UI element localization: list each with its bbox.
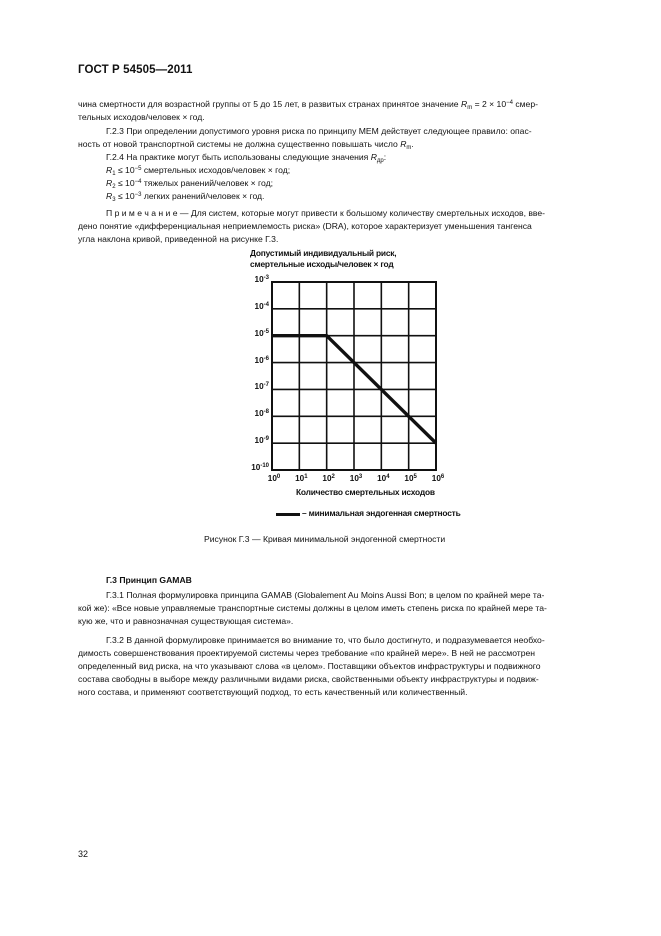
y-tick-label: $10^{-6}$ <box>254 355 269 365</box>
item-pre: ≤ 10 <box>115 191 135 201</box>
chart-title-line-2: смертельные исходы/человек × год <box>250 259 394 269</box>
r-subscript: 1 <box>112 171 116 177</box>
g32-line-1: Г.3.2 В данной формулировке принимается во внимание то, что было достигнуто, и подразумевается необхо- <box>106 635 545 645</box>
g31-line-3: кую же, что и равнозначная существующая система». <box>78 616 294 626</box>
item-pre: ≤ 10 <box>115 165 135 175</box>
r-symbol: R <box>370 152 377 162</box>
chart-title-line-1: Допустимый индивидуальный риск, <box>250 248 397 258</box>
g32-line-2: димость совершенствования проектируемой системы через требование «по крайней мере». В ней не рассмотрен <box>78 648 536 658</box>
item-exponent: −3 <box>134 192 142 198</box>
r-subscript: m <box>406 145 412 151</box>
g23-text-a: ность от новой транспортной системы не должна существенно повышать число <box>78 139 401 149</box>
x-tick-label: $10^1$ <box>295 474 308 483</box>
r-symbol: R <box>106 165 113 175</box>
r-symbol: R <box>106 178 113 188</box>
r-subscript: 2 <box>112 184 116 190</box>
document-header: ГОСТ Р 54505—2011 <box>78 64 193 76</box>
g31-line-2: кой же): «Все новые управляемые транспортные системы должны в целом иметь степень риска по крайней мере та- <box>78 603 547 613</box>
item-exponent: −4 <box>134 179 142 185</box>
y-tick-label: $10^{-8}$ <box>254 409 269 419</box>
x-tick-label: $10^6$ <box>431 474 445 483</box>
intro-line-2: тельных исходов/человек × год. <box>78 112 205 122</box>
legend-line-swatch <box>276 513 300 516</box>
y-tick-label: $10^{-3}$ <box>254 275 269 284</box>
x-tick-label: $10^3$ <box>349 474 363 483</box>
item-post: смертельных исходов/человек × год; <box>141 165 291 175</box>
x-tick-label: $10^5$ <box>404 474 417 483</box>
note-line-3: угла наклона кривой, приведенной на рисунке Г.3. <box>78 234 279 244</box>
r-symbol: R <box>106 191 113 201</box>
g32-line-3: определенный вид риска, на что указывают слова «в целом». Поставщики объектов инфраструктуры и подвижного <box>78 661 541 671</box>
g32-line-5: ного состава, и применяют соответствующий подход, то есть качественный или количественный. <box>78 687 468 697</box>
x-tick-label: $10^0$ <box>267 474 281 483</box>
y-tick-label: $10^{-5}$ <box>254 328 269 338</box>
g23-line-1: Г.2.3 При определении допустимого уровня риска по принципу MEM действует следующее правило: опас- <box>106 126 532 136</box>
r-symbol: R <box>400 139 407 149</box>
intro-text-a: чина смертности для возрастной группы от 5 до 15 лет, в развитых странах принятое значение <box>78 99 461 109</box>
y-tick-label: $10^{-9}$ <box>254 436 269 446</box>
x-tick-label: $10^2$ <box>322 474 335 483</box>
item-pre: ≤ 10 <box>115 178 135 188</box>
intro-text-b: = 2 × 10 <box>472 99 507 109</box>
item-post: легких ранений/человек × год. <box>141 191 265 201</box>
note-line-2: дено понятие «дифференциальная неприемлемость риска» (DRA), которое характеризует уменьшения тангенса <box>78 221 532 231</box>
y-tick-label: $10^{-4}$ <box>254 301 269 311</box>
g31-line-1: Г.3.1 Полная формулировка принципа GAMAB (Globalement Au Moins Aussi Bon; в целом по крайней мере та- <box>106 590 545 600</box>
y-tick-label: $10^{-7}$ <box>254 382 269 392</box>
g32-line-4: состава свободны в выборе между различными видами риска, свойственными объекту инфраструктуры и подвиж- <box>78 674 539 684</box>
intro-text-c: смер- <box>512 99 538 109</box>
r-subscript: 3 <box>112 197 116 203</box>
note-text: — Для систем, которые могут привести к большому количеству смертельных исходов, вве- <box>177 208 546 218</box>
item-exponent: −5 <box>134 166 142 172</box>
r-symbol: R <box>460 99 468 109</box>
g24-text-a: Г.2.4 На практике могут быть использованы следующие значения <box>106 152 371 162</box>
intro-exponent: −4 <box>506 100 513 106</box>
figure-caption: Рисунок Г.3 — Кривая минимальной эндогенной смертности <box>204 534 446 544</box>
g23-text-b: . <box>411 139 414 149</box>
section-heading: Г.3 Принцип GAMAB <box>106 575 192 585</box>
page-number: 32 <box>78 849 89 859</box>
note-label: П р и м е ч а н и е <box>106 208 178 218</box>
y-tick-label: $10^{-10}$ <box>251 463 269 472</box>
x-tick-label: $10^4$ <box>377 474 390 483</box>
g24-text-b: : <box>383 152 387 162</box>
r-subscript: m <box>467 105 473 111</box>
x-axis-title: Количество смертельных исходов <box>296 487 435 497</box>
item-post: тяжелых ранений/человек × год; <box>141 178 273 188</box>
legend-text: – минимальная эндогенная смертность <box>302 508 461 518</box>
r-subscript: др <box>376 158 384 164</box>
